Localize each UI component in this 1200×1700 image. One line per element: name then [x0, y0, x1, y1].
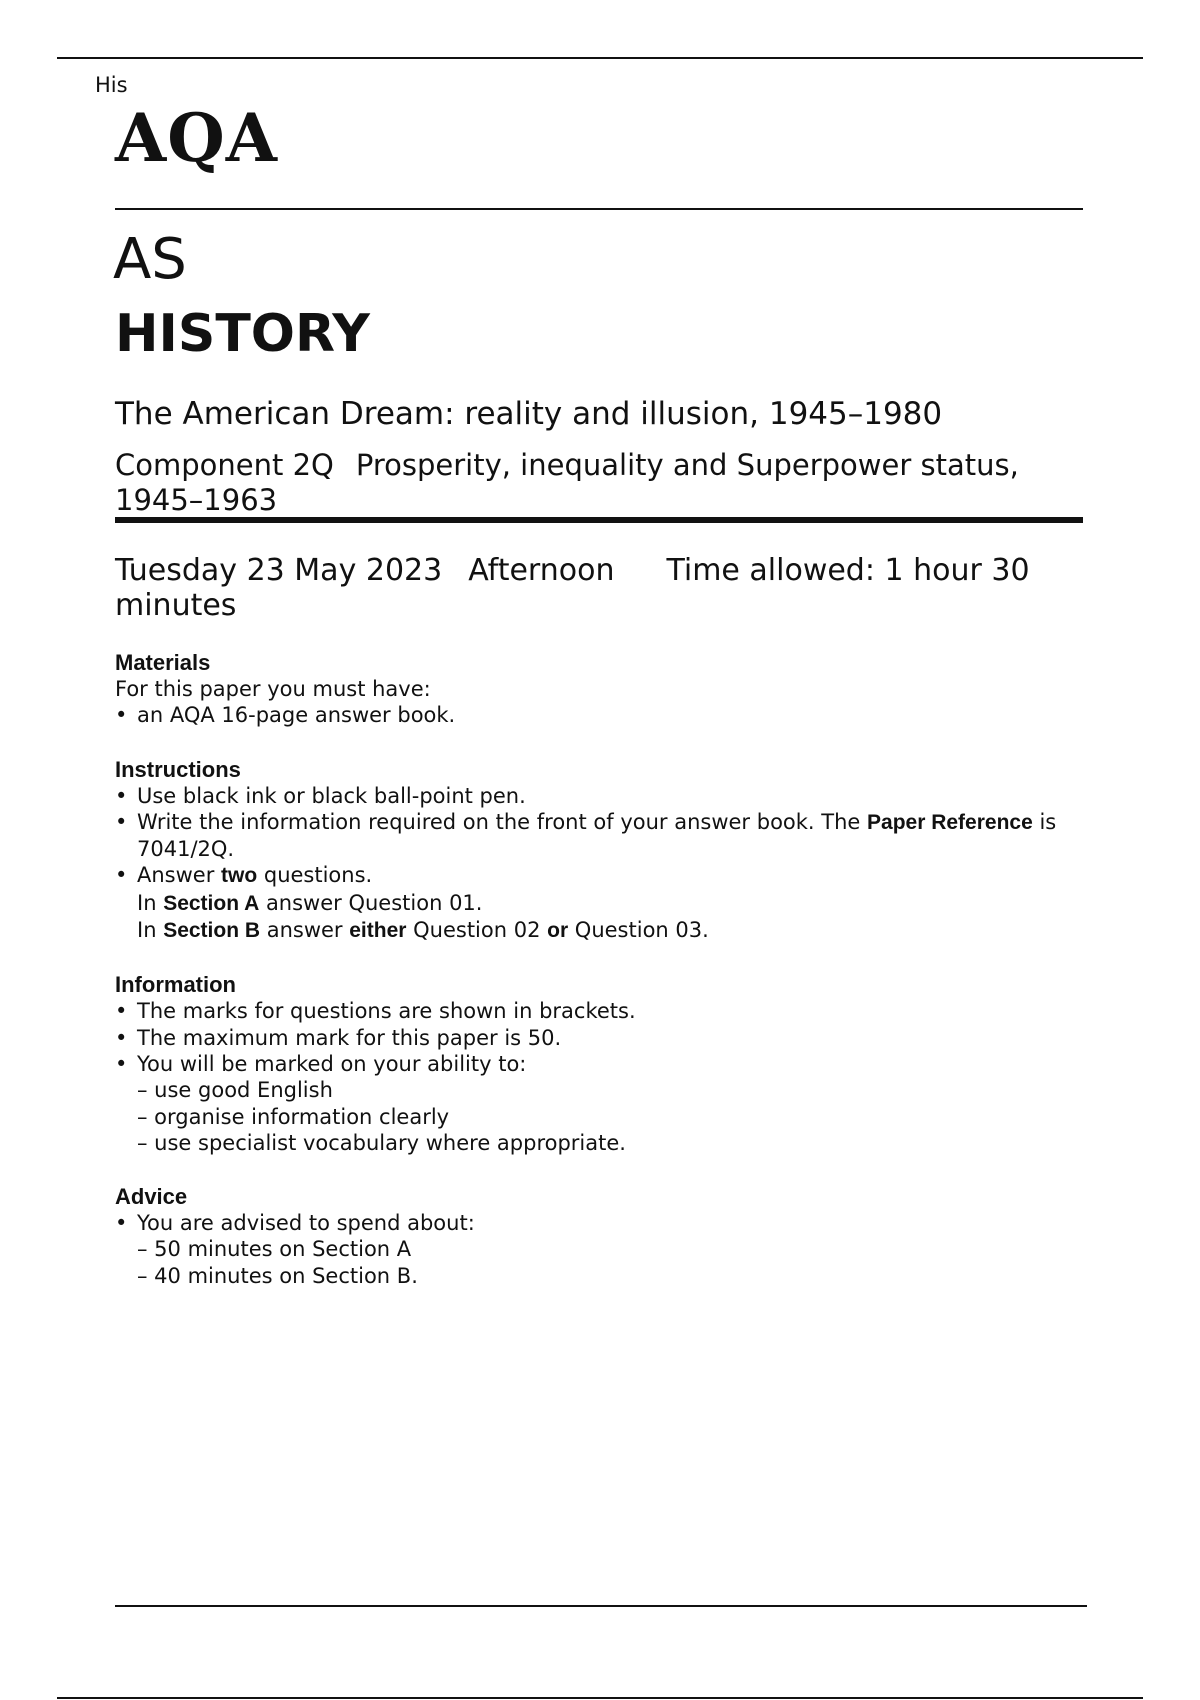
component-code: Component 2Q — [115, 448, 334, 482]
information-marks: • The marks for questions are shown in brackets. — [115, 998, 1075, 1024]
exam-date: Tuesday 23 May 2023 — [115, 553, 443, 588]
paper-title: The American Dream: reality and illusion, 1945–1980 — [115, 396, 943, 432]
instruction-text: In — [137, 918, 164, 943]
time-allowed: Time allowed: 1 hour 30 minutes — [115, 553, 1030, 623]
advice-heading: Advice — [115, 1184, 188, 1210]
materials-item: • an AQA 16-page answer book. — [115, 702, 1075, 728]
section-b-label: Section B — [163, 919, 261, 943]
instruction-text: answer Question 01. — [259, 890, 483, 915]
instruction-text: In — [137, 890, 164, 915]
rubric — [115, 650, 1075, 1317]
materials-heading: Materials — [115, 650, 211, 675]
subject-title: HISTORY — [115, 304, 370, 364]
information-ability: • You will be marked on your ability to: — [115, 1051, 1075, 1077]
top-rule — [57, 57, 1143, 59]
materials-section — [115, 650, 1075, 729]
instruction-text: Answer — [137, 863, 222, 888]
ability-item: – organise information clearly — [137, 1104, 450, 1129]
footer-rule — [115, 1605, 1087, 1607]
instruction-text: answer — [260, 918, 350, 943]
bottom-rule — [57, 1697, 1143, 1699]
advice-spend: • You are advised to spend about: — [115, 1210, 1075, 1236]
component-name: Prosperity, inequality and Superpower status, 1945–1963 — [115, 448, 1019, 517]
instruction-section-b — [115, 917, 1075, 944]
instruction-text: is 7041/2Q. — [137, 809, 1057, 862]
ability-item: – use specialist vocabulary where appropriate. — [137, 1130, 626, 1155]
qualification-level: AS — [113, 227, 187, 292]
header-tag: His — [95, 73, 128, 97]
instruction-section-a — [115, 890, 1075, 917]
exam-date-line — [115, 553, 1075, 623]
advice-section — [115, 1184, 1075, 1289]
instruction-text: Question 03. — [568, 918, 709, 943]
heavy-divider — [115, 517, 1083, 523]
information-max-mark: • The maximum mark for this paper is 50. — [115, 1025, 1075, 1051]
or-label: or — [547, 919, 569, 943]
aqa-logo: AQA — [115, 99, 278, 177]
paper-reference-label: Paper Reference — [867, 810, 1033, 834]
component-title — [115, 448, 1075, 518]
advice-item: – 50 minutes on Section A — [137, 1237, 412, 1262]
instructions-section — [115, 757, 1075, 945]
answer-count: two — [221, 864, 258, 888]
ability-item: – use good English — [137, 1078, 333, 1103]
advice-item: – 40 minutes on Section B. — [137, 1263, 418, 1288]
instruction-text: questions. — [257, 863, 373, 888]
information-heading: Information — [115, 972, 236, 998]
instruction-answer — [115, 862, 1075, 889]
section-a-label: Section A — [163, 891, 260, 915]
instruction-text: Question 02 — [406, 918, 548, 943]
instruction-ink: • Use black ink or black ball-point pen. — [115, 783, 1075, 809]
instruction-paper-reference — [115, 809, 1075, 863]
exam-session: Afternoon — [468, 553, 615, 588]
logo-divider — [115, 208, 1083, 210]
materials-intro: For this paper you must have: — [115, 677, 431, 701]
instructions-heading: Instructions — [115, 756, 241, 782]
either-label: either — [349, 919, 407, 943]
instruction-text: Write the information required on the front of your answer book. The — [137, 809, 868, 834]
information-section — [115, 972, 1075, 1156]
